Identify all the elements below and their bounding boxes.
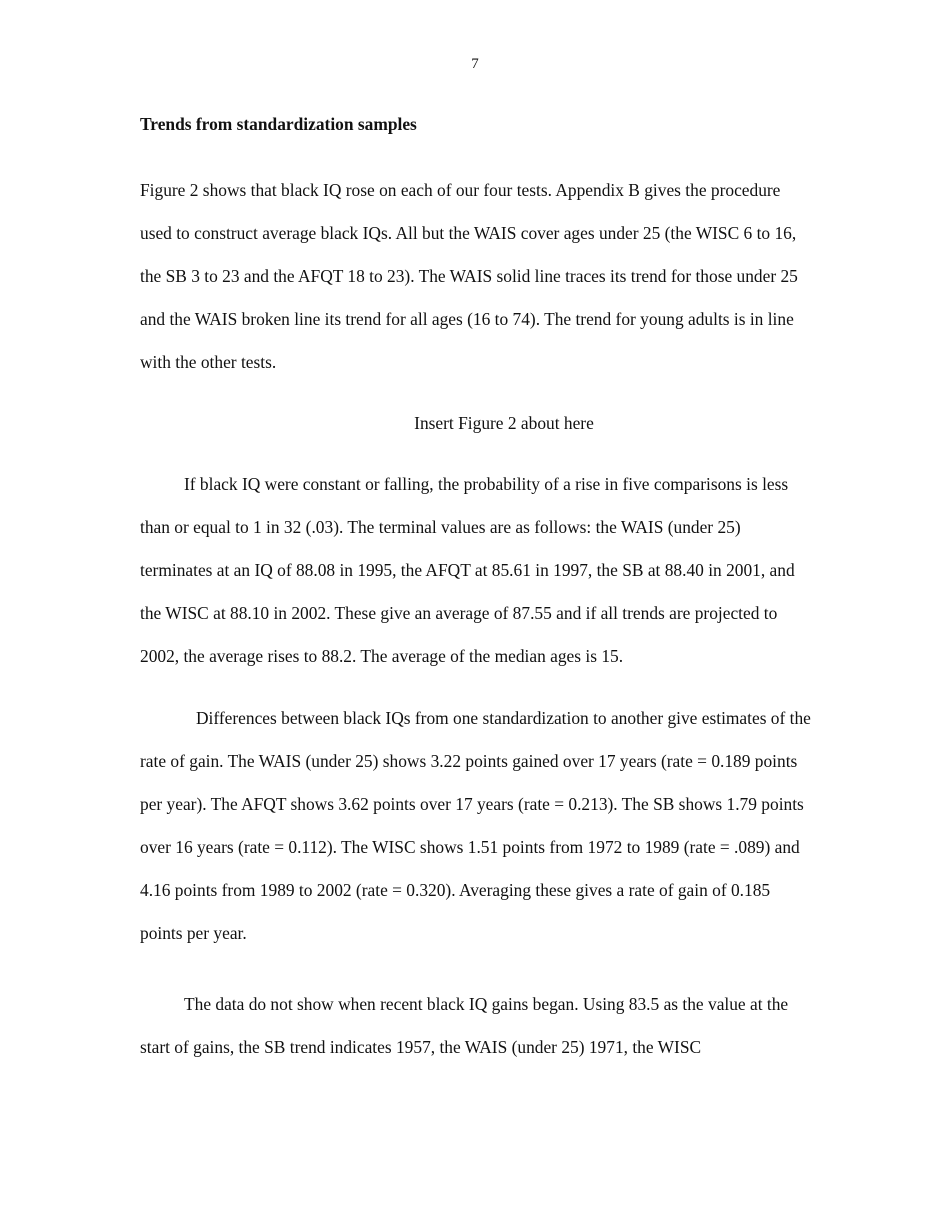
paragraph-terminal-values: If black IQ were constant or falling, the probability of a rise in five comparisons is less than or equal to 1 in 32 (.03). The terminal values are as follows: the WAIS (under 25) terminates at an IQ of 88.08 in 1995, the AFQT at 85.61 in 1997, the SB at 88.40 in 2001, and the WISC at 88.10 in 2002. These give an average of 87.55 and if all trends are projected to 2002, the average rises to 88.2. The average of the median ages is 15. <box>140 474 795 666</box>
section-heading: Trends from standardization samples <box>140 114 417 134</box>
page-number: 7 <box>471 56 479 72</box>
document-body <box>140 110 812 1069</box>
paragraph-gain-onset: The data do not show when recent black IQ gains began. Using 83.5 as the value at the start of gains, the SB trend indicates 1957, the WAIS (under 25) 1971, the WISC <box>140 994 789 1057</box>
paragraph-figure-description: Figure 2 shows that black IQ rose on each of our four tests. Appendix B gives the procedure used to construct average black IQs. All but the WAIS cover ages under 25 (the WISC 6 to 16, the SB 3 to 23 and the AFQT 18 to 23). The WAIS solid line traces its trend for those under 25 and the WAIS broken line its trend for all ages (16 to 74). The trend for young adults is in line with the other tests. <box>140 180 798 372</box>
paragraph-rate-of-gain: Differences between black IQs from one standardization to another give estimates of the rate of gain. The WAIS (under 25) shows 3.22 points gained over 17 years (rate = 0.189 points per year). The AFQT shows 3.62 points over 17 years (rate = 0.213). The SB shows 1.79 points over 16 years (rate = 0.112). The WISC shows 1.51 points from 1972 to 1989 (rate = .089) and 4.16 points from 1989 to 2002 (rate = 0.320). Averaging these gives a rate of gain of 0.185 points per year. <box>140 708 811 943</box>
figure-placement-note: Insert Figure 2 about here <box>414 413 594 433</box>
